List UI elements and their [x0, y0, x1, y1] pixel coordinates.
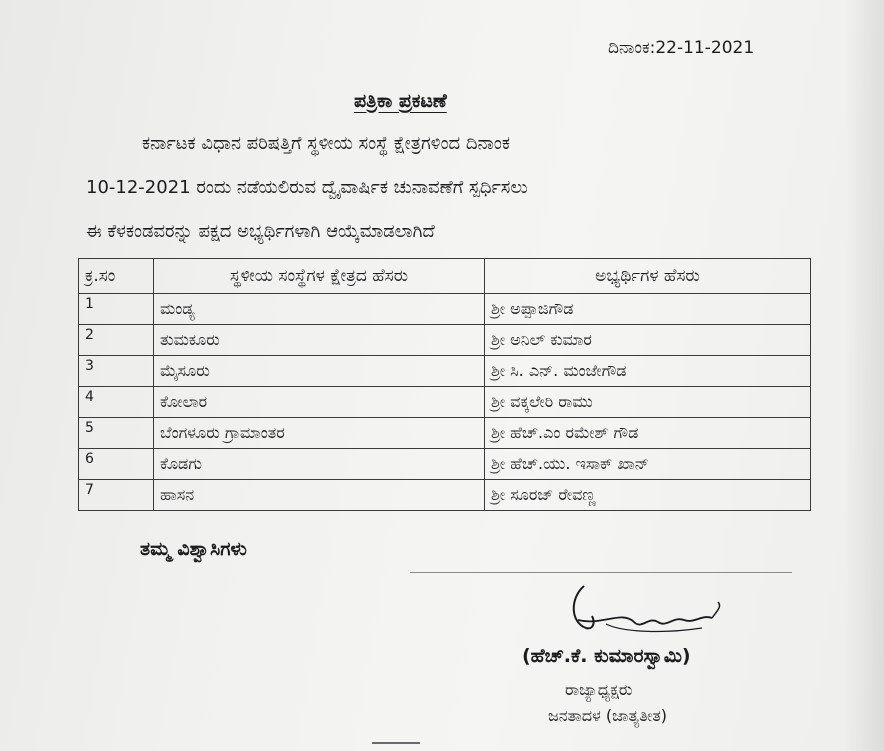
- row-constituency: ಮೈಸೂರು: [154, 356, 485, 387]
- table-row: [79, 418, 811, 449]
- row-serial: 2: [79, 325, 154, 356]
- row-serial: 3: [79, 356, 154, 387]
- row-candidate: ಶ್ರೀ ಅನಿಲ್ ಕುಮಾರ: [485, 325, 811, 356]
- row-serial: 5: [79, 418, 154, 449]
- table-header-row: [79, 259, 811, 294]
- page-edge-shadow: [844, 0, 884, 751]
- table-row: [79, 294, 811, 325]
- paragraph-line-3: ಈ ಕೆಳಕಂಡವರನ್ನು ಪಕ್ಷದ ಅಭ್ಯರ್ಥಿಗಳಾಗಿ ಆಯ್ಕೆಮಾಡಲಾಗಿದೆ: [86, 221, 435, 242]
- header-serial: ಕ್ರ.ಸಂ: [79, 259, 154, 294]
- announcement-paragraph: [86, 122, 826, 254]
- signature-rule: [410, 572, 792, 573]
- signer-party: ಜನತಾದಳ (ಜಾತ್ಯತೀತ): [548, 706, 668, 725]
- row-serial: 4: [79, 387, 154, 418]
- row-candidate: ಶ್ರೀ ಸೂರಜ್ ರೇವಣ್ಣ: [485, 480, 811, 511]
- closing-salutation: ತಮ್ಮ ವಿಶ್ವಾಸಿಗಳು: [140, 538, 247, 560]
- header-constituency: ಸ್ಥಳೀಯ ಸಂಸ್ಥೆಗಳ ಕ್ಷೇತ್ರದ ಹೆಸರು: [154, 259, 485, 294]
- header-candidate: ಅಭ್ಯರ್ಥಿಗಳ ಹೆಸರು: [485, 259, 811, 294]
- candidates-table: [78, 258, 811, 511]
- row-candidate: ಶ್ರೀ ಅಪ್ಪಾಜಿಗೌಡ: [485, 294, 811, 325]
- table-row: [79, 480, 811, 511]
- row-constituency: ಹಾಸನ: [154, 480, 485, 511]
- row-serial: 7: [79, 480, 154, 511]
- row-serial: 1: [79, 294, 154, 325]
- table-row: [79, 325, 811, 356]
- signer-role: ರಾಜ್ಯಾಧ್ಯಕ್ಷರು: [565, 680, 633, 699]
- paragraph-line-2: 10-12-2021 ರಂದು ನಡೆಯಲಿರುವ ದ್ವೈವಾರ್ಷಿಕ ಚುನಾವಣೆಗೆ ಸ್ಪರ್ಧಿಸಲು: [86, 177, 528, 198]
- signer-name: (ಹೆಚ್.ಕೆ. ಕುಮಾರಸ್ವಾಮಿ): [522, 645, 691, 667]
- table-row: [79, 356, 811, 387]
- row-constituency: ಕೋಲಾರ: [154, 387, 485, 418]
- table-row: [79, 449, 811, 480]
- handwritten-signature: [562, 580, 732, 640]
- row-constituency: ಮಂಡ್ಯ: [154, 294, 485, 325]
- row-candidate: ಶ್ರೀ ಹೆಚ್.ಎಂ ರಮೇಶ್ ಗೌಡ: [485, 418, 811, 449]
- paragraph-line-1: ಕರ್ನಾಟಕ ವಿಧಾನ ಪರಿಷತ್ತಿಗೆ ಸ್ಥಳೀಯ ಸಂಸ್ಥೆ ಕ್ಷೇತ್ರಗಳಿಂದ ದಿನಾಂಕ: [142, 133, 510, 154]
- row-constituency: ತುಮಕೂರು: [154, 325, 485, 356]
- press-release-title: ಪತ್ರಿಕಾ ಪ್ರಕಟಣೆ: [354, 90, 447, 112]
- table-row: [79, 387, 811, 418]
- row-constituency: ಬೆಂಗಳೂರು ಗ್ರಾಮಾಂತರ: [154, 418, 485, 449]
- date-line: ದಿನಾಂಕ:22-11-2021: [608, 38, 755, 58]
- row-candidate: ಶ್ರೀ ಹೆಚ್.ಯು. ಇಸಾಕ್ ಖಾನ್: [485, 449, 811, 480]
- row-constituency: ಕೊಡಗು: [154, 449, 485, 480]
- row-candidate: ಶ್ರೀ ಸಿ. ಎನ್. ಮಂಜೇಗೌಡ: [485, 356, 811, 387]
- bottom-mark: [372, 742, 420, 744]
- row-serial: 6: [79, 449, 154, 480]
- row-candidate: ಶ್ರೀ ವಕ್ಕಲೇರಿ ರಾಮು: [485, 387, 811, 418]
